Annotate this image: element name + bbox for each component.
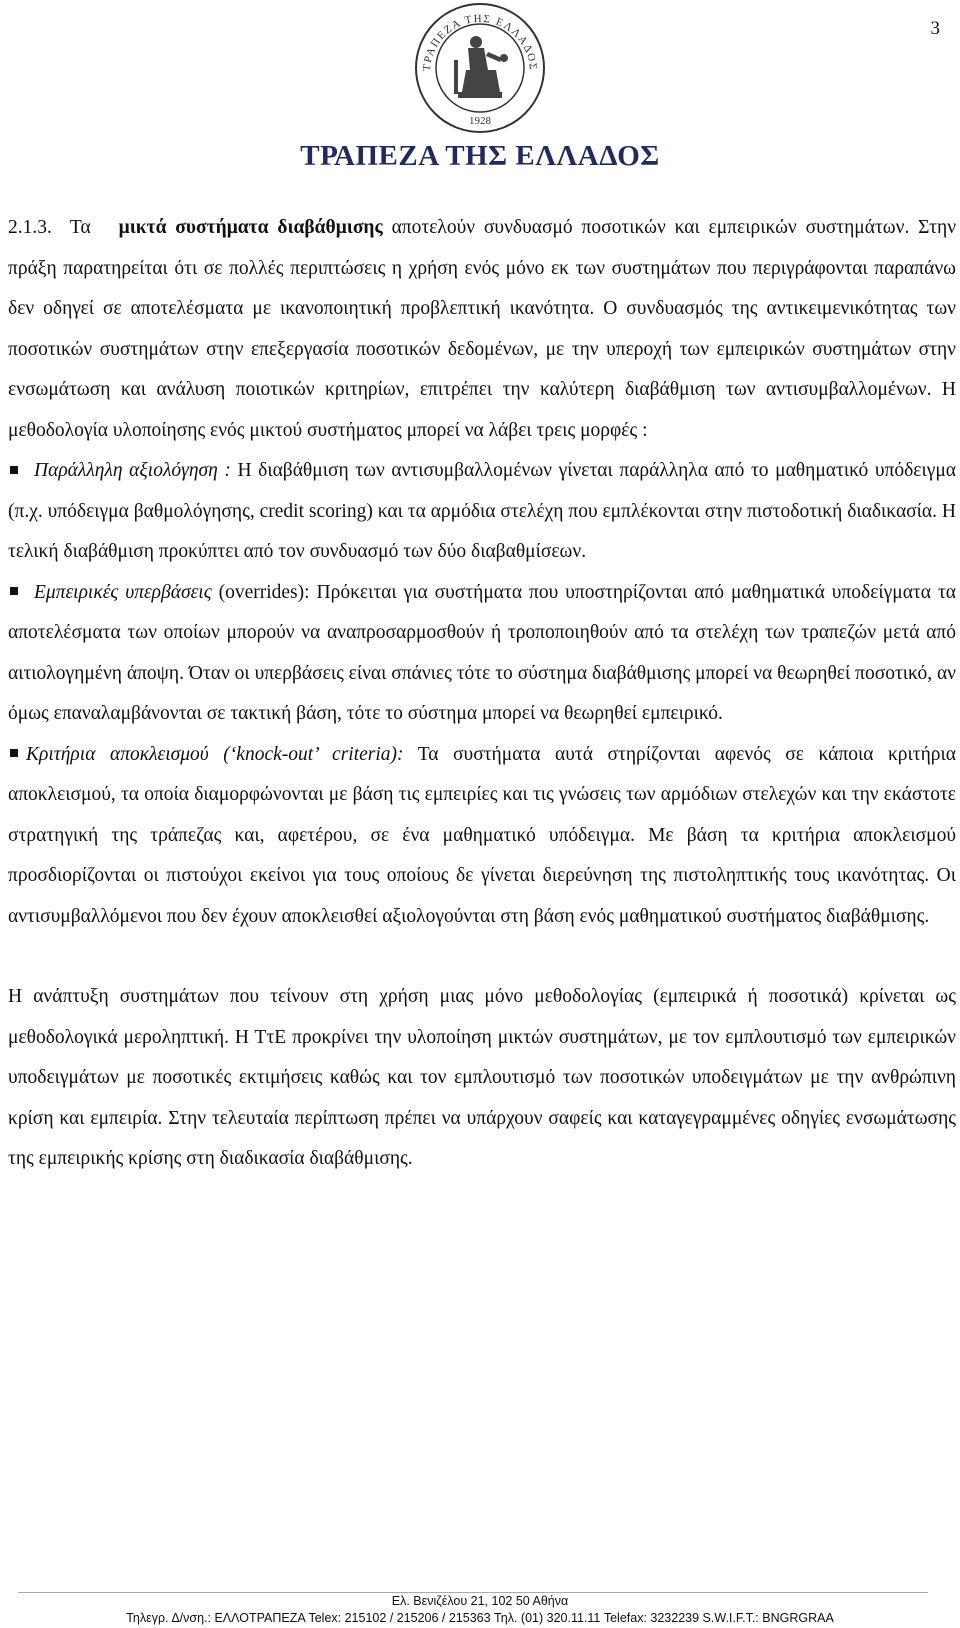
paragraph-spacer (8, 937, 956, 977)
seal-year: 1928 (469, 115, 491, 127)
bullet-term: Κριτήρια αποκλεισμού (‘knock-out’ criteria): (26, 743, 404, 765)
square-bullet-icon (10, 749, 18, 757)
bullet-item (8, 451, 956, 573)
document-body (8, 208, 956, 1180)
page-number: 3 (930, 18, 940, 39)
bullet-item (8, 735, 956, 938)
section-bold-term: μικτά συστήματα διαβάθμισης (118, 217, 383, 238)
section-lead: Τα (69, 217, 91, 238)
footer-address: Ελ. Βενιζέλου 21, 102 50 Αθήνα (391, 1594, 569, 1608)
bullet-text: (overrides): Πρόκειται για συστήματα που υποστηρίζονται από μαθηματικά υποδείγματα τα αποτελέσματα των οποίων μπορούν να αναπροσαρμοσθούν ή τροποποιηθούν από τα στελέχη των τραπεζών μετά από αιτιολογημένη άποψη. Όταν οι υπερβάσεις είναι σπάνιες τότε το σύστημα διαβάθμισης μπορεί να θεωρηθεί ποσοτικό, αν όμως επαναλαμβάνονται σε τακτική βάση, τότε το σύστημα μπορεί να θεωρηθεί εμπειρικό. (8, 581, 956, 724)
section-text: αποτελούν συνδυασμό ποσοτικών και εμπειρικών συστημάτων. Στην πράξη παρατηρείται ότι σε πολλές περιπτώσεις η χρήση ενός μόνο εκ των συστημάτων που περιγράφονται παραπάνω δεν οδηγεί σε αποτελέσματα με ικανοποιητική προβλεπτική ικανότητα. Ο συνδυασμός της αντικειμενικότητας των ποσοτικών συστημάτων στην επεξεργασία ποσοτικών δεδομένων, με την υπεροχή των εμπειρικών συστημάτων στην ενσωμάτωση και ανάλυση ποιοτικών κριτηρίων, επιτρέπει την καλύτερη διαβάθμιση των αντισυμβαλλομένων. Η μεθοδολογία υλοποίησης ενός μικτού συστήματος μπορεί να λάβει τρεις μορφές : (8, 217, 957, 441)
bullet-text: Τα συστήματα αυτά στηρίζονται αφενός σε κάποια κριτήρια αποκλεισμού, τα οποία διαμορφώνονται με βάση τις εμπειρίες και τις γνώσεις των αρμόδιων στελεχών και την εκάστοτε στρατηγική της τράπεζας και, αφετέρου, σε ένα μαθηματικό υπόδειγμα. Με βάση τα κριτήρια αποκλεισμού προσδιορίζονται οι πιστούχοι εκείνοι για τους οποίους δε γίνεται διερεύνηση της πιστοληπτικής τους ικανότητας. Οι αντισυμβαλλόμενοι που δεν έχουν αποκλεισθεί αξιολογούνται στη βάση ενός μαθηματικού συστήματος διαβάθμισης. (8, 743, 957, 927)
bullet-term: Εμπειρικές υπερβάσεις (34, 581, 212, 603)
seal-ring-text: ΤΡΑΠΕΖΑ ΤΗΣ ΕΛΛΑΔΟΣ (420, 12, 540, 72)
bank-name-title: ΤΡΑΠΕΖΑ ΤΗΣ ΕΛΛΑΔΟΣ (300, 140, 660, 172)
square-bullet-icon (10, 466, 18, 474)
square-bullet-icon (10, 587, 18, 595)
closing-paragraph: Η ανάπτυξη συστημάτων που τείνουν στη χρήση μιας μόνο μεθοδολογίας (εμπειρικά ή ποσοτικά) κρίνεται ως μεθοδολογικά μεροληπτική. Η ΤτΕ προκρίνει την υλοποίηση μικτών συστημάτων, με τον εμπλουτισμό των εμπειρικών υποδειγμάτων με ποσοτικές εκτιμήσεις καθώς και τον εμπλουτισμό των ποσοτικών υποδειγμάτων με την ανθρώπινη κρίση και εμπειρία. Στην τελευταία περίπτωση πρέπει να υπάρχουν σαφείς και καταγεγραμμένες οδηγίες ενσωμάτωσης της εμπειρικής κρίσης στη διαδικασία διαβάθμισης. (8, 986, 956, 1169)
footer-contacts: Τηλεγρ. Δ/νση.: ΕΛΛΟΤΡΑΠΕΖΑ Telex: 215102 / 215206 / 215363 Τηλ. (01) 320.11.11 Telefax: 3232239 S.W.I.F.T.: BNGRGRAA (126, 1611, 834, 1625)
bullet-text: Η διαβάθμιση των αντισυμβαλλομένων γίνεται παράλληλα από το μαθηματικό υπόδειγμα (π.χ. υπόδειγμα βαθμολόγησης, credit scoring) και τα αρμόδια στελέχη που εμπλέκονται στην πιστοδοτική διαδικασία. Η τελική διαβάθμιση προκύπτει από τον συνδυασμό των δύο διαβαθμίσεων. (8, 460, 956, 562)
section-paragraph (8, 208, 956, 451)
bullet-term: Παράλληλη αξιολόγηση : (34, 460, 231, 481)
bullet-item (8, 573, 956, 735)
bank-seal-icon (410, 0, 550, 140)
footer-divider (18, 1592, 928, 1593)
section-number: 2.1.3. (8, 217, 52, 238)
